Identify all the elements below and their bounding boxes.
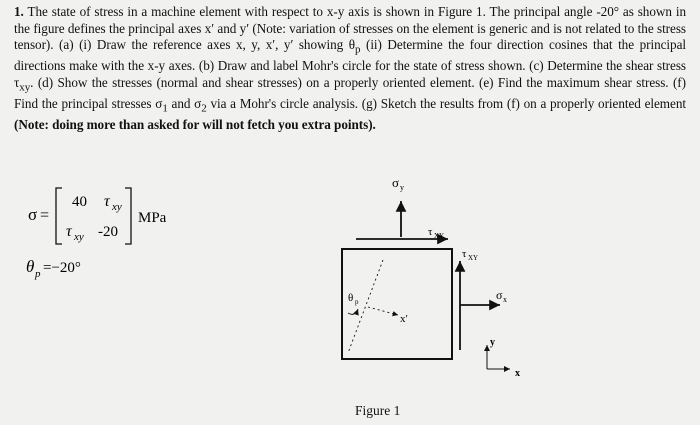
matrix-svg	[18, 178, 218, 288]
sigma-y-sub: y	[400, 183, 404, 192]
x-prime-arrow	[368, 307, 398, 315]
principal-axis-dashed	[348, 260, 383, 353]
matrix-sigma: σ	[28, 205, 38, 224]
x-axis-label: x	[515, 368, 520, 379]
problem-text-c: . (d) Show the stresses (normal and shear stresses) on a properly oriented element. (e) Find the maximum shear stress. (f) Find the principal stresses σ	[14, 75, 686, 112]
problem-text-d: and σ	[167, 96, 202, 112]
stress-matrix	[18, 178, 218, 288]
figure-svg	[300, 165, 560, 420]
subscript-2: 2	[201, 102, 207, 115]
theta-value: =−20°	[43, 260, 81, 276]
subscript-xy: xy	[19, 81, 31, 94]
problem-statement	[14, 4, 686, 134]
theta-p-arc	[348, 309, 358, 314]
matrix-a21-sub: xy	[74, 231, 84, 243]
sigma-x-label: σ	[496, 288, 503, 302]
problem-text-b: (ii) Determine the four direction cosines that the principal directions make with the x-y axes. (b) Draw and label Mohr's circle for the state of stress shown. (c) Determine the shear stress τ	[14, 37, 686, 91]
tau-top-label: τ	[428, 226, 433, 238]
stress-element	[342, 249, 452, 359]
tau-right-sub: XY	[468, 254, 479, 262]
subscript-p: p	[354, 43, 361, 56]
bold-note: (Note: doing more than asked for will not fetch you extra points).	[14, 117, 376, 133]
matrix-left-bracket	[56, 188, 62, 244]
matrix-a12: τ	[104, 193, 110, 210]
matrix-a22: -20	[98, 224, 118, 240]
matrix-right-bracket	[125, 188, 131, 244]
theta-p-label: θ	[348, 292, 354, 304]
problem-text-e: via a Mohr's circle analysis. (g) Sketch the results from (f) on a properly oriented element	[206, 96, 686, 112]
matrix-a11: 40	[72, 194, 87, 210]
sigma-y-label: σ	[392, 175, 400, 190]
subscript-1: 1	[162, 102, 168, 115]
sigma-x-sub: x	[503, 295, 507, 304]
theta-p-sub: p	[355, 298, 359, 306]
stress-element-figure	[300, 165, 560, 420]
y-axis-label: y	[490, 337, 495, 348]
matrix-a21: τ	[66, 223, 72, 240]
tau-top-sub: XY	[434, 232, 445, 240]
problem-number: 1.	[14, 4, 24, 19]
tau-right-label: τ	[462, 248, 467, 260]
figure-caption: Figure 1	[355, 403, 401, 418]
matrix-equals: =	[40, 207, 50, 224]
theta-symbol: θ	[26, 257, 35, 276]
matrix-unit: MPa	[138, 210, 167, 226]
matrix-a12-sub: xy	[112, 201, 122, 213]
problem-text-a: The state of stress in a machine element with respect to x-y axis is shown in Figure 1. The principal angle -20° as shown in the figure defines the principal axes x′ and y′ (Note: variation of stresses on the element is generic and is not related to the stress tensor). (a) (i) Draw the reference axes x, y, x′, y′ showing θ	[14, 4, 686, 53]
x-prime-label: x′	[400, 313, 408, 325]
theta-sub: p	[35, 268, 41, 280]
